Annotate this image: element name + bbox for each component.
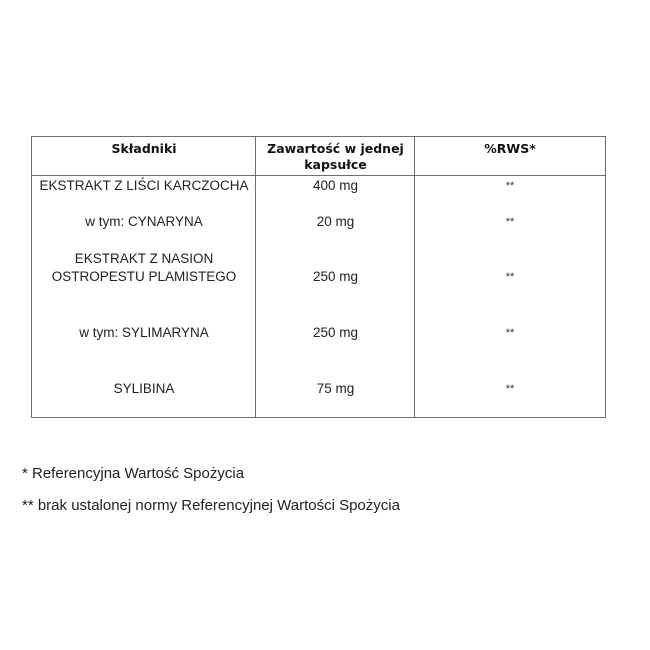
header-ingredients: Składniki xyxy=(111,141,177,156)
row-ingredient: w tym: CYNARYNA xyxy=(85,214,203,229)
row-amount: 20 mg xyxy=(316,214,355,229)
footnote-single-asterisk: * Referencyjna Wartość Spożycia xyxy=(22,465,245,482)
row-amount: 75 mg xyxy=(316,381,355,396)
row-rws: ** xyxy=(505,383,515,395)
row-rws: ** xyxy=(505,271,515,283)
header-content-line1: Zawartość w jednej xyxy=(267,141,404,156)
row-amount: 400 mg xyxy=(312,178,359,193)
row-ingredient: EKSTRAKT Z NASION xyxy=(74,251,214,266)
nutrition-table xyxy=(31,136,606,418)
header-divider xyxy=(32,175,605,176)
row-ingredient: SYLIBINA xyxy=(113,381,175,396)
row-rws: ** xyxy=(505,216,515,228)
row-rws: ** xyxy=(505,327,515,339)
header-content-line2: kapsułce xyxy=(304,157,367,172)
row-ingredient: EKSTRAKT Z LIŚCI KARCZOCHA xyxy=(39,178,249,193)
header-rws: %RWS* xyxy=(484,141,536,156)
row-rws: ** xyxy=(505,180,515,192)
row-ingredient-line2: OSTROPESTU PLAMISTEGO xyxy=(51,269,237,284)
row-ingredient: w tym: SYLIMARYNA xyxy=(79,325,209,340)
row-amount: 250 mg xyxy=(312,269,359,284)
row-amount: 250 mg xyxy=(312,325,359,340)
footnote-double-asterisk: ** brak ustalonej normy Referencyjnej Wartości Spożycia xyxy=(22,497,400,514)
